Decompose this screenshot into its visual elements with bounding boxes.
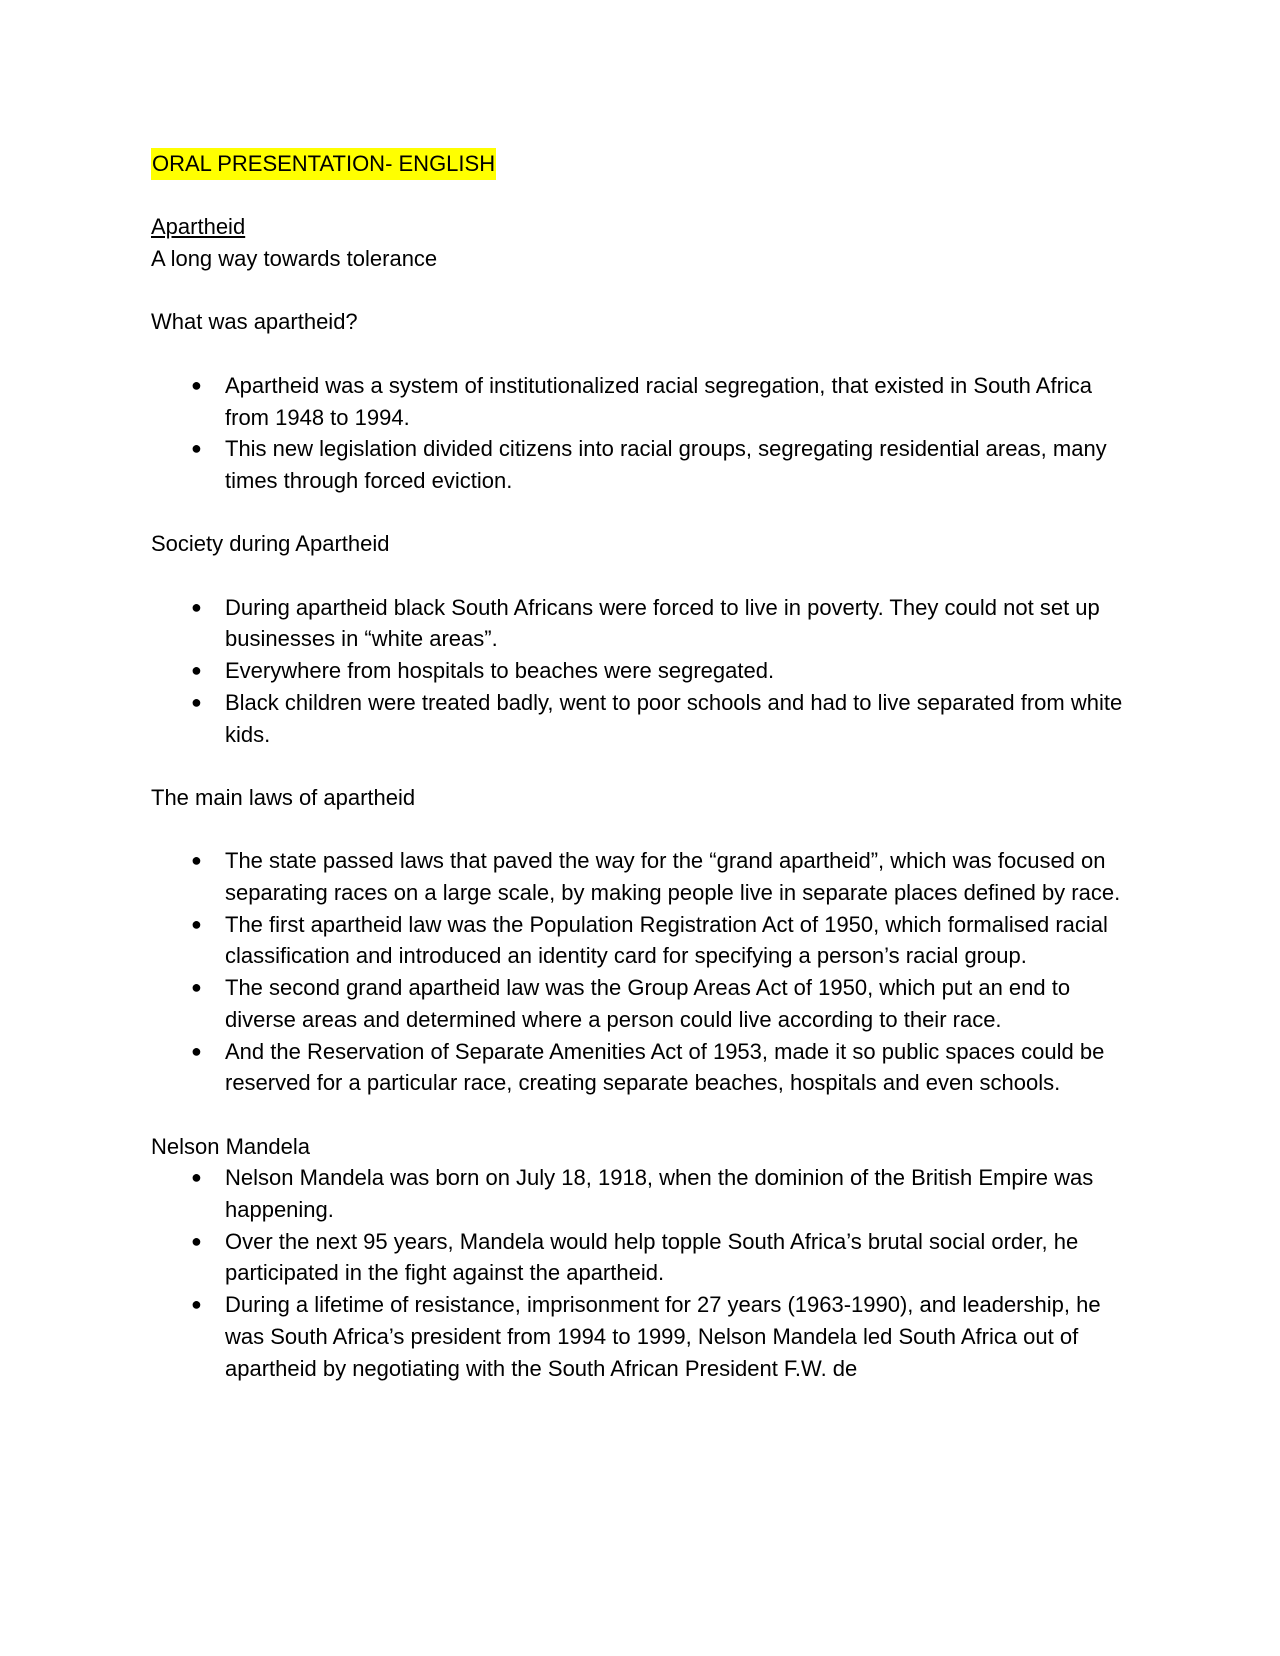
bullet-icon: ● <box>191 850 202 871</box>
bullet-icon: ● <box>191 660 202 681</box>
section-heading: Society during Apartheid <box>151 531 390 557</box>
bullet-icon: ● <box>191 691 202 712</box>
section-heading: What was apartheid? <box>151 309 358 335</box>
list-item-text: This new legislation divided citizens into racial groups, segregating residential areas, many times through forced eviction. <box>225 436 1107 493</box>
blank-line <box>151 180 1141 212</box>
list-item-text: Nelson Mandela was born on July 18, 1918, when the dominion of the British Empire was happening. <box>225 1165 1094 1223</box>
list-item-text: The second grand apartheid law was the Group Areas Act of 1950, which put an end to diverse areas and determined where a person could live according to their race. <box>225 975 1071 1032</box>
list-item-text: During a lifetime of resistance, imprisonment for 27 years (1963-1990), and leadership, he was South Africa’s president from 1994 to 1999, Nelson Mandela led South Africa out of apartheid by negotiating with the South African President F.W. de <box>225 1292 1101 1381</box>
list-item-text: During apartheid black South Africans were forced to live in poverty. They could not set up businesses in “white areas”. <box>225 594 1100 652</box>
list-item-text: And the Reservation of Separate Amenities Act of 1953, made it so public spaces could be reserved for a particular race, creating separate beaches, hospitals and even schools. <box>225 1038 1105 1096</box>
list-item <box>151 845 1141 908</box>
bullet-icon: ● <box>191 438 202 459</box>
document-title <box>151 148 1141 180</box>
list-item <box>151 1162 1141 1225</box>
bullet-icon: ● <box>191 913 202 934</box>
list-item-text: The state passed laws that paved the way for the “grand apartheid”, which was focused on separating races on a large scale, by making people live in separate places defined by race. <box>225 848 1121 906</box>
bullet-icon: ● <box>191 977 202 998</box>
bullet-icon: ● <box>191 374 202 395</box>
bullet-list <box>151 592 1141 751</box>
list-item-text: Over the next 95 years, Mandela would help topple South Africa’s brutal social order, he participated in the fight against the apartheid. <box>225 1228 1079 1286</box>
highlighted-title: ORAL PRESENTATION- ENGLISH <box>151 148 496 180</box>
bullet-icon: ● <box>191 1294 202 1315</box>
list-item-text: The first apartheid law was the Population Registration Act of 1950, which formalised racial classification and introduced an identity card for specifying a person’s racial group. <box>225 911 1108 969</box>
bullet-list <box>151 1162 1141 1384</box>
list-item-text: Apartheid was a system of institutionalized racial segregation, that existed in South Africa from 1948 to 1994. <box>225 372 1093 430</box>
list-item-text: Everywhere from hospitals to beaches were segregated. <box>225 658 775 684</box>
document-page <box>151 148 1141 1384</box>
subtitle: A long way towards tolerance <box>151 246 438 272</box>
bullet-list <box>151 370 1141 497</box>
list-item <box>151 1036 1141 1099</box>
blank-line <box>151 814 1141 846</box>
list-item <box>151 1226 1141 1289</box>
list-item <box>151 687 1141 750</box>
blank-line <box>151 560 1141 592</box>
list-item <box>151 433 1141 496</box>
blank-line <box>151 338 1141 370</box>
section-heading: Nelson Mandela <box>151 1133 310 1159</box>
list-item-text: Black children were treated badly, went to poor schools and had to live separated from white kids. <box>225 689 1123 747</box>
blank-line <box>151 1099 1141 1131</box>
bullet-icon: ● <box>191 1230 202 1251</box>
bullet-icon: ● <box>191 596 202 617</box>
blank-line <box>151 275 1141 307</box>
bullet-icon: ● <box>191 1167 202 1188</box>
bullet-icon: ● <box>191 1040 202 1061</box>
list-item <box>151 370 1141 433</box>
list-item <box>151 655 1141 687</box>
list-item <box>151 909 1141 972</box>
blank-line <box>151 750 1141 782</box>
list-item <box>151 1289 1141 1384</box>
bullet-list <box>151 845 1141 1099</box>
list-item <box>151 972 1141 1035</box>
section-heading: The main laws of apartheid <box>151 784 416 810</box>
topic-heading: Apartheid <box>151 214 246 240</box>
blank-line <box>151 497 1141 529</box>
list-item <box>151 592 1141 655</box>
